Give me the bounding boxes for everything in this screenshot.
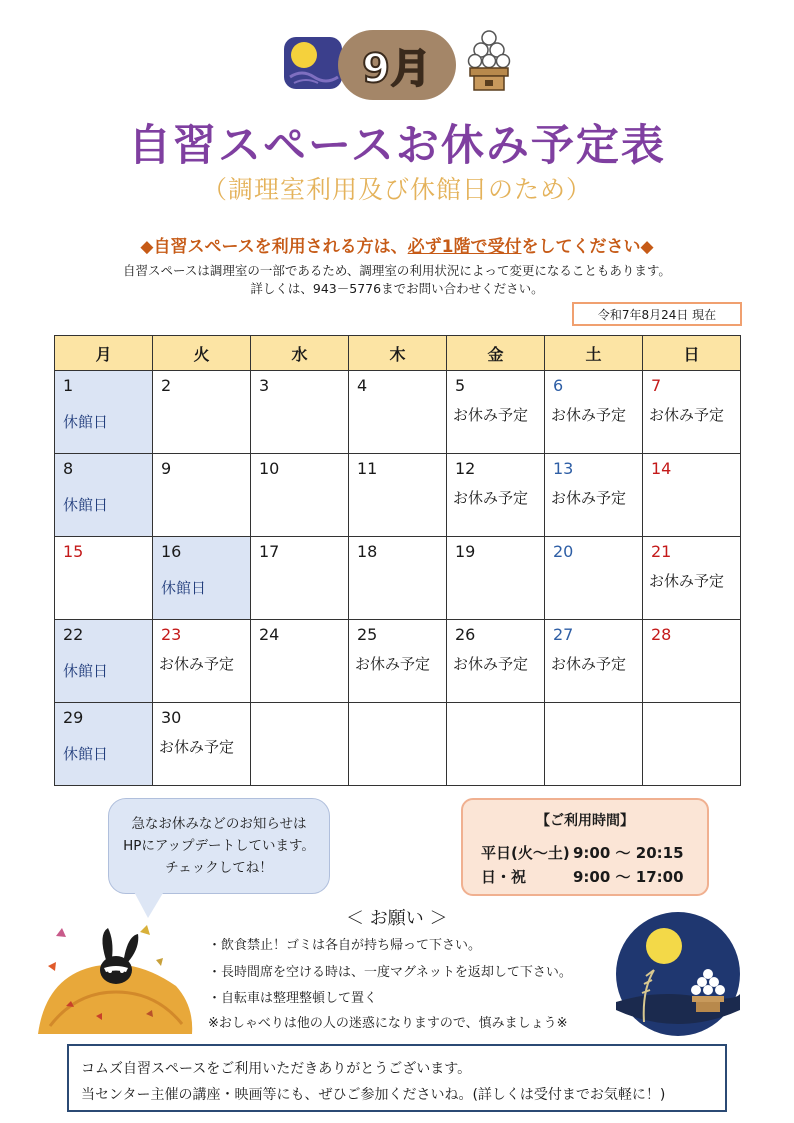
day-number: 10 (259, 459, 280, 478)
calendar-day-cell (447, 537, 545, 620)
day-number: 14 (651, 459, 672, 478)
calendar-day-cell (349, 703, 447, 786)
day-status-label: お休み予定 (551, 406, 627, 424)
page-subtitle: （調理室利用及び休館日のため） (201, 175, 592, 204)
day-status-label: お休み予定 (551, 655, 627, 673)
calendar-day-cell (643, 371, 741, 454)
thanks-box (67, 1044, 727, 1112)
calendar-day-cell (153, 537, 251, 620)
day-number: 30 (161, 708, 182, 727)
notice-emphasis: 必ず1階で受付 (407, 237, 522, 257)
rabbit-leaves-illustration (36, 896, 196, 1036)
day-status-label: お休み予定 (355, 655, 431, 673)
day-number: 9 (161, 459, 172, 478)
day-status-label: お休み予定 (649, 406, 725, 424)
request-item: ・長時間席を空ける時は、一度マグネットを返却して下さい。 (208, 965, 572, 980)
day-number: 5 (455, 376, 466, 395)
day-number: 27 (553, 625, 574, 644)
hours-box (461, 798, 709, 896)
hours-weekday-time: 9:00 ～ 20:15 (573, 844, 684, 862)
notice-pre: ◆自習スペースを利用される方は、 (140, 237, 408, 257)
calendar-day-cell (545, 454, 643, 537)
calendar-day-cell (643, 620, 741, 703)
closed-day-label: 休館日 (63, 496, 109, 514)
hours-holiday-label: 日・祝 (481, 868, 527, 886)
day-number: 4 (357, 376, 368, 395)
weekday-header-row (55, 336, 741, 371)
calendar-day-cell (55, 454, 153, 537)
hours-weekday-row (481, 842, 684, 863)
thanks-line1: コムズ自習スペースをご利用いただきありがとうございます。 (81, 1061, 472, 1077)
day-number: 7 (651, 376, 662, 395)
day-status-label: お休み予定 (453, 489, 529, 507)
day-status-label: お休み予定 (453, 655, 529, 673)
bubble-line2: HPにアップデートしています。 (123, 838, 315, 854)
day-number: 20 (553, 542, 574, 561)
day-number: 26 (455, 625, 476, 644)
speech-bubble (108, 798, 330, 894)
hours-title: 【ご利用時間】 (536, 813, 634, 829)
calendar-day-cell (349, 537, 447, 620)
day-number: 8 (63, 459, 74, 478)
reception-notice (0, 232, 794, 257)
calendar-day-cell (251, 454, 349, 537)
hours-holiday-time: 9:00 ～ 17:00 (573, 868, 684, 886)
weekday-header: 水 (251, 336, 349, 371)
calendar-day-cell (447, 371, 545, 454)
day-number: 22 (63, 625, 84, 644)
day-number: 6 (553, 376, 564, 395)
bubble-line1: 急なお休みなどのお知らせは (131, 816, 307, 832)
calendar-day-cell (55, 537, 153, 620)
day-number: 15 (63, 542, 84, 561)
day-number: 13 (553, 459, 574, 478)
day-number: 17 (259, 542, 280, 561)
calendar-week-row (55, 537, 741, 620)
month-label: 9月 (362, 45, 432, 92)
request-item: ※おしゃべりは他の人の迷惑になりますので、慎みましょう※ (208, 1016, 568, 1031)
calendar-day-cell (447, 620, 545, 703)
calendar-day-cell (447, 454, 545, 537)
day-status-label: お休み予定 (159, 738, 235, 756)
calendar-day-cell (251, 371, 349, 454)
calendar-week-row (55, 454, 741, 537)
request-item: ・自転車は整理整頓して置く (208, 991, 378, 1006)
calendar-body (55, 371, 741, 786)
calendar-day-cell (545, 371, 643, 454)
day-number: 11 (357, 459, 378, 478)
day-number: 18 (357, 542, 378, 561)
calendar-day-cell (545, 620, 643, 703)
calendar-day-cell (643, 454, 741, 537)
calendar-day-cell (251, 620, 349, 703)
description-line2: 詳しくは、943－5776までお問い合わせください。 (250, 281, 544, 296)
calendar-day-cell (545, 537, 643, 620)
calendar-table (54, 335, 741, 786)
closed-day-label: 休館日 (161, 579, 207, 597)
calendar-day-cell (55, 620, 153, 703)
weekday-header: 金 (447, 336, 545, 371)
hours-weekday-label: 平日(火～土) (481, 844, 570, 862)
weekday-header: 日 (643, 336, 741, 371)
calendar-week-row (55, 620, 741, 703)
calendar-day-cell (153, 371, 251, 454)
day-number: 21 (651, 542, 672, 561)
bubble-line3: チェックしてね！ (165, 860, 273, 876)
weekday-header: 月 (55, 336, 153, 371)
calendar-day-cell (55, 703, 153, 786)
calendar-day-cell (251, 703, 349, 786)
calendar-week-row (55, 703, 741, 786)
day-status-label: お休み予定 (453, 406, 529, 424)
calendar-day-cell (349, 620, 447, 703)
calendar-week-row (55, 371, 741, 454)
day-status-label: お休み予定 (159, 655, 235, 673)
day-number: 3 (259, 376, 270, 395)
description (0, 262, 794, 298)
day-number: 28 (651, 625, 672, 644)
day-number: 23 (161, 625, 182, 644)
calendar-day-cell (643, 703, 741, 786)
calendar-day-cell (643, 537, 741, 620)
requests-title: ＜ お願い ＞ (346, 908, 448, 929)
day-number: 29 (63, 708, 84, 727)
weekday-header: 土 (545, 336, 643, 371)
moon-night-illustration (614, 910, 742, 1038)
moon-icon (280, 33, 346, 93)
day-number: 12 (455, 459, 476, 478)
thanks-line2: 当センター主催の講座・映画等にも、ぜひご参加くださいね。(詳しくは受付までお気軽に！) (81, 1087, 666, 1103)
day-status-label: お休み予定 (551, 489, 627, 507)
calendar-day-cell (153, 454, 251, 537)
calendar-day-cell (153, 703, 251, 786)
day-number: 16 (161, 542, 182, 561)
request-item: ・飲食禁止！ゴミは各自が持ち帰って下さい。 (208, 938, 482, 953)
calendar-day-cell (349, 371, 447, 454)
day-number: 1 (63, 376, 74, 395)
day-number: 25 (357, 625, 378, 644)
dango-icon (466, 28, 512, 92)
as-of-date: 令和7年8月24日 現在 (572, 302, 742, 326)
calendar-day-cell (349, 454, 447, 537)
page-title: 自習スペースお休み予定表 (128, 121, 666, 171)
notice-post: をしてください◆ (521, 237, 654, 257)
weekday-header: 火 (153, 336, 251, 371)
closed-day-label: 休館日 (63, 662, 109, 680)
weekday-header: 木 (349, 336, 447, 371)
calendar-day-cell (251, 537, 349, 620)
day-number: 24 (259, 625, 280, 644)
hours-holiday-row (481, 866, 684, 887)
day-number: 19 (455, 542, 476, 561)
calendar-day-cell (55, 371, 153, 454)
closed-day-label: 休館日 (63, 745, 109, 763)
calendar-day-cell (153, 620, 251, 703)
day-number: 2 (161, 376, 172, 395)
description-line1: 自習スペースは調理室の一部であるため、調理室の利用状況によって変更になることもあります。 (123, 263, 671, 278)
closed-day-label: 休館日 (63, 413, 109, 431)
calendar-day-cell (447, 703, 545, 786)
calendar-day-cell (545, 703, 643, 786)
day-status-label: お休み予定 (649, 572, 725, 590)
